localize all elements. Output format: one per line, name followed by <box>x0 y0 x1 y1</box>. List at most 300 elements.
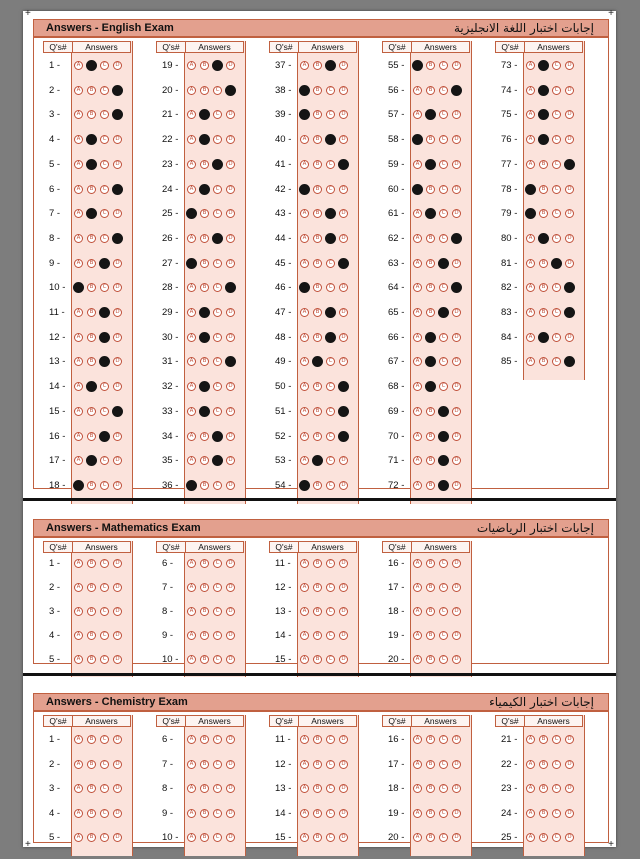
answer-bubble-a[interactable]: A <box>186 208 197 219</box>
answer-bubble-c[interactable]: C <box>326 607 335 616</box>
answer-bubble-b[interactable]: B <box>426 784 435 793</box>
answer-bubble-b[interactable]: B <box>313 135 322 144</box>
answer-bubble-d[interactable]: D <box>226 456 235 465</box>
answer-bubble-b[interactable]: B <box>87 234 96 243</box>
answer-bubble-c[interactable]: C <box>100 583 109 592</box>
answer-bubble-c[interactable]: C <box>100 382 109 391</box>
answer-bubble-d[interactable]: D <box>452 833 461 842</box>
answer-bubble-b[interactable]: B <box>200 760 209 769</box>
answer-bubble-d[interactable]: D <box>226 135 235 144</box>
answer-bubble-b[interactable]: B <box>539 809 548 818</box>
answer-bubble-d[interactable]: D <box>339 185 348 194</box>
answer-bubble-a[interactable]: A <box>187 583 196 592</box>
answer-bubble-d[interactable]: D <box>113 259 122 268</box>
answer-bubble-b[interactable]: B <box>539 833 548 842</box>
answer-bubble-d[interactable]: D <box>452 357 461 366</box>
answer-bubble-b[interactable]: B <box>313 61 322 70</box>
answer-bubble-a[interactable]: A <box>74 809 83 818</box>
answer-bubble-d[interactable]: D <box>226 61 235 70</box>
answer-bubble-a[interactable]: A <box>74 456 83 465</box>
answer-bubble-d[interactable]: D <box>339 833 348 842</box>
answer-bubble-d[interactable]: D <box>339 110 348 119</box>
answer-bubble-c[interactable]: C <box>552 357 561 366</box>
answer-bubble-c[interactable]: C <box>213 655 222 664</box>
answer-bubble-b[interactable]: B <box>200 234 209 243</box>
answer-bubble-b[interactable]: B <box>539 357 548 366</box>
answer-bubble-c[interactable]: C <box>552 234 561 243</box>
answer-bubble-c[interactable]: C <box>100 456 109 465</box>
answer-bubble-d[interactable]: D <box>226 583 235 592</box>
answer-bubble-b[interactable]: B <box>87 357 96 366</box>
answer-bubble-d[interactable]: D <box>113 559 122 568</box>
answer-bubble-d[interactable]: D <box>226 308 235 317</box>
answer-bubble-d[interactable]: D <box>112 109 123 120</box>
answer-bubble-b[interactable]: B <box>426 308 435 317</box>
answer-bubble-a[interactable]: A <box>300 209 309 218</box>
answer-bubble-c[interactable]: C <box>326 583 335 592</box>
answer-bubble-c[interactable]: C <box>213 382 222 391</box>
answer-bubble-c[interactable]: C <box>100 809 109 818</box>
answer-bubble-a[interactable]: A <box>300 631 309 640</box>
answer-bubble-b[interactable]: B <box>200 607 209 616</box>
answer-bubble-c[interactable]: C <box>100 760 109 769</box>
answer-bubble-d[interactable]: D <box>451 85 462 96</box>
answer-bubble-b[interactable]: B <box>87 308 96 317</box>
answer-bubble-a[interactable]: A <box>187 607 196 616</box>
answer-bubble-b[interactable]: B <box>426 135 435 144</box>
answer-bubble-a[interactable]: A <box>412 184 423 195</box>
answer-bubble-c[interactable]: C <box>100 833 109 842</box>
answer-bubble-d[interactable]: D <box>226 655 235 664</box>
answer-bubble-b[interactable]: B <box>87 583 96 592</box>
answer-bubble-a[interactable]: A <box>187 234 196 243</box>
answer-bubble-c[interactable]: C <box>326 735 335 744</box>
answer-bubble-c[interactable]: C <box>439 357 448 366</box>
answer-bubble-d[interactable]: D <box>565 135 574 144</box>
answer-bubble-c[interactable]: C <box>438 307 449 318</box>
answer-bubble-b[interactable]: B <box>425 159 436 170</box>
answer-bubble-a[interactable]: A <box>300 135 309 144</box>
answer-bubble-c[interactable]: C <box>100 407 109 416</box>
answer-bubble-c[interactable]: C <box>213 631 222 640</box>
answer-bubble-b[interactable]: B <box>313 185 322 194</box>
answer-bubble-a[interactable]: A <box>526 333 535 342</box>
answer-bubble-d[interactable]: D <box>565 61 574 70</box>
answer-bubble-d[interactable]: D <box>339 357 348 366</box>
answer-bubble-d[interactable]: D <box>452 432 461 441</box>
answer-bubble-b[interactable]: B <box>200 357 209 366</box>
answer-bubble-d[interactable]: D <box>452 407 461 416</box>
answer-bubble-c[interactable]: C <box>100 61 109 70</box>
answer-bubble-c[interactable]: C <box>552 760 561 769</box>
answer-bubble-b[interactable]: B <box>200 631 209 640</box>
answer-bubble-a[interactable]: A <box>526 760 535 769</box>
answer-bubble-d[interactable]: D <box>338 381 349 392</box>
answer-bubble-d[interactable]: D <box>452 209 461 218</box>
answer-bubble-d[interactable]: D <box>339 135 348 144</box>
answer-bubble-c[interactable]: C <box>100 234 109 243</box>
answer-bubble-a[interactable]: A <box>74 760 83 769</box>
answer-bubble-d[interactable]: D <box>452 760 461 769</box>
answer-bubble-d[interactable]: D <box>452 333 461 342</box>
answer-bubble-d[interactable]: D <box>452 110 461 119</box>
answer-bubble-d[interactable]: D <box>226 559 235 568</box>
answer-bubble-d[interactable]: D <box>338 159 349 170</box>
answer-bubble-d[interactable]: D <box>452 809 461 818</box>
answer-bubble-d[interactable]: D <box>225 85 236 96</box>
answer-bubble-c[interactable]: C <box>212 455 223 466</box>
answer-bubble-d[interactable]: D <box>226 160 235 169</box>
answer-bubble-b[interactable]: B <box>87 110 96 119</box>
answer-bubble-c[interactable]: C <box>326 833 335 842</box>
answer-bubble-c[interactable]: C <box>326 559 335 568</box>
answer-bubble-d[interactable]: D <box>226 209 235 218</box>
answer-bubble-d[interactable]: D <box>452 481 461 490</box>
answer-bubble-a[interactable]: A <box>413 234 422 243</box>
answer-bubble-c[interactable]: C <box>439 160 448 169</box>
answer-bubble-a[interactable]: A <box>187 61 196 70</box>
answer-bubble-a[interactable]: A <box>300 655 309 664</box>
answer-bubble-b[interactable]: B <box>426 655 435 664</box>
answer-bubble-d[interactable]: D <box>225 356 236 367</box>
answer-bubble-c[interactable]: C <box>438 480 449 491</box>
answer-bubble-d[interactable]: D <box>564 159 575 170</box>
answer-bubble-c[interactable]: C <box>552 833 561 842</box>
answer-bubble-c[interactable]: C <box>326 185 335 194</box>
answer-bubble-c[interactable]: C <box>100 655 109 664</box>
answer-bubble-d[interactable]: D <box>226 407 235 416</box>
answer-bubble-c[interactable]: C <box>326 283 335 292</box>
answer-bubble-d[interactable]: D <box>339 583 348 592</box>
answer-bubble-d[interactable]: D <box>113 308 122 317</box>
answer-bubble-d[interactable]: D <box>452 631 461 640</box>
answer-bubble-b[interactable]: B <box>426 283 435 292</box>
answer-bubble-c[interactable]: C <box>100 110 109 119</box>
answer-bubble-c[interactable]: C <box>325 332 336 343</box>
answer-bubble-c[interactable]: C <box>325 208 336 219</box>
answer-bubble-c[interactable]: C <box>439 382 448 391</box>
answer-bubble-b[interactable]: B <box>426 607 435 616</box>
answer-bubble-a[interactable]: A <box>526 259 535 268</box>
answer-bubble-c[interactable]: C <box>551 258 562 269</box>
answer-bubble-b[interactable]: B <box>538 109 549 120</box>
answer-bubble-a[interactable]: A <box>74 234 83 243</box>
answer-bubble-a[interactable]: A <box>526 357 535 366</box>
answer-bubble-a[interactable]: A <box>187 631 196 640</box>
answer-bubble-c[interactable]: C <box>552 160 561 169</box>
answer-bubble-a[interactable]: A <box>413 110 422 119</box>
answer-bubble-a[interactable]: A <box>74 185 83 194</box>
answer-bubble-b[interactable]: B <box>200 283 209 292</box>
answer-bubble-b[interactable]: B <box>87 735 96 744</box>
answer-bubble-a[interactable]: A <box>74 86 83 95</box>
answer-bubble-b[interactable]: B <box>200 61 209 70</box>
answer-bubble-a[interactable]: A <box>300 333 309 342</box>
answer-bubble-a[interactable]: A <box>74 432 83 441</box>
answer-bubble-d[interactable]: D <box>565 234 574 243</box>
answer-bubble-a[interactable]: A <box>413 160 422 169</box>
answer-bubble-d[interactable]: D <box>113 481 122 490</box>
answer-bubble-d[interactable]: D <box>564 307 575 318</box>
answer-bubble-d[interactable]: D <box>451 233 462 244</box>
answer-bubble-d[interactable]: D <box>452 135 461 144</box>
answer-bubble-d[interactable]: D <box>452 61 461 70</box>
answer-bubble-a[interactable]: A <box>187 407 196 416</box>
answer-bubble-a[interactable]: A <box>413 631 422 640</box>
answer-bubble-a[interactable]: A <box>299 85 310 96</box>
answer-bubble-b[interactable]: B <box>539 209 548 218</box>
answer-bubble-b[interactable]: B <box>539 735 548 744</box>
answer-bubble-b[interactable]: B <box>538 60 549 71</box>
answer-bubble-b[interactable]: B <box>87 760 96 769</box>
answer-bubble-c[interactable]: C <box>552 185 561 194</box>
answer-bubble-d[interactable]: D <box>112 406 123 417</box>
answer-bubble-d[interactable]: D <box>113 283 122 292</box>
answer-bubble-a[interactable]: A <box>186 258 197 269</box>
answer-bubble-c[interactable]: C <box>552 283 561 292</box>
answer-bubble-a[interactable]: A <box>526 135 535 144</box>
answer-bubble-a[interactable]: A <box>187 110 196 119</box>
answer-bubble-a[interactable]: A <box>187 784 196 793</box>
answer-bubble-b[interactable]: B <box>199 381 210 392</box>
answer-bubble-d[interactable]: D <box>113 456 122 465</box>
answer-bubble-c[interactable]: C <box>439 784 448 793</box>
answer-bubble-a[interactable]: A <box>74 655 83 664</box>
answer-bubble-a[interactable]: A <box>413 86 422 95</box>
answer-bubble-b[interactable]: B <box>426 61 435 70</box>
answer-bubble-c[interactable]: C <box>100 631 109 640</box>
answer-bubble-b[interactable]: B <box>426 559 435 568</box>
answer-bubble-a[interactable]: A <box>300 61 309 70</box>
answer-bubble-b[interactable]: B <box>200 259 209 268</box>
answer-bubble-c[interactable]: C <box>99 258 110 269</box>
answer-bubble-b[interactable]: B <box>313 283 322 292</box>
answer-bubble-d[interactable]: D <box>226 481 235 490</box>
answer-bubble-c[interactable]: C <box>213 583 222 592</box>
answer-bubble-a[interactable]: A <box>74 357 83 366</box>
answer-bubble-b[interactable]: B <box>313 809 322 818</box>
answer-bubble-b[interactable]: B <box>426 735 435 744</box>
answer-bubble-b[interactable]: B <box>200 481 209 490</box>
answer-bubble-b[interactable]: B <box>200 160 209 169</box>
answer-bubble-c[interactable]: C <box>326 481 335 490</box>
answer-bubble-d[interactable]: D <box>339 456 348 465</box>
answer-bubble-a[interactable]: A <box>74 61 83 70</box>
answer-bubble-c[interactable]: C <box>213 209 222 218</box>
answer-bubble-a[interactable]: A <box>526 160 535 169</box>
answer-bubble-a[interactable]: A <box>300 833 309 842</box>
answer-bubble-c[interactable]: C <box>213 135 222 144</box>
answer-bubble-b[interactable]: B <box>313 631 322 640</box>
answer-bubble-b[interactable]: B <box>313 607 322 616</box>
answer-bubble-d[interactable]: D <box>339 234 348 243</box>
answer-bubble-d[interactable]: D <box>565 784 574 793</box>
answer-bubble-d[interactable]: D <box>339 631 348 640</box>
answer-bubble-b[interactable]: B <box>200 833 209 842</box>
answer-bubble-b[interactable]: B <box>87 259 96 268</box>
answer-bubble-a[interactable]: A <box>74 559 83 568</box>
answer-bubble-a[interactable]: A <box>300 456 309 465</box>
answer-bubble-c[interactable]: C <box>213 481 222 490</box>
answer-bubble-c[interactable]: C <box>439 735 448 744</box>
answer-bubble-b[interactable]: B <box>87 607 96 616</box>
answer-bubble-b[interactable]: B <box>313 209 322 218</box>
answer-bubble-a[interactable]: A <box>187 809 196 818</box>
answer-bubble-c[interactable]: C <box>439 209 448 218</box>
answer-bubble-c[interactable]: C <box>99 307 110 318</box>
answer-bubble-d[interactable]: D <box>339 809 348 818</box>
answer-bubble-a[interactable]: A <box>413 481 422 490</box>
answer-bubble-b[interactable]: B <box>539 784 548 793</box>
answer-bubble-d[interactable]: D <box>565 833 574 842</box>
answer-bubble-c[interactable]: C <box>552 61 561 70</box>
answer-bubble-d[interactable]: D <box>452 456 461 465</box>
answer-bubble-c[interactable]: C <box>439 559 448 568</box>
answer-bubble-a[interactable]: A <box>187 735 196 744</box>
answer-bubble-a[interactable]: A <box>412 134 423 145</box>
answer-bubble-c[interactable]: C <box>213 308 222 317</box>
answer-bubble-c[interactable]: C <box>552 209 561 218</box>
answer-bubble-b[interactable]: B <box>313 110 322 119</box>
answer-bubble-c[interactable]: C <box>100 135 109 144</box>
answer-bubble-a[interactable]: A <box>413 559 422 568</box>
answer-bubble-b[interactable]: B <box>200 456 209 465</box>
answer-bubble-a[interactable]: A <box>73 282 84 293</box>
answer-bubble-c[interactable]: C <box>552 135 561 144</box>
answer-bubble-d[interactable]: D <box>226 382 235 391</box>
answer-bubble-d[interactable]: D <box>113 607 122 616</box>
answer-bubble-d[interactable]: D <box>338 258 349 269</box>
answer-bubble-a[interactable]: A <box>413 308 422 317</box>
answer-bubble-b[interactable]: B <box>87 283 96 292</box>
answer-bubble-a[interactable]: A <box>300 259 309 268</box>
answer-bubble-b[interactable]: B <box>313 259 322 268</box>
answer-bubble-a[interactable]: A <box>300 784 309 793</box>
answer-bubble-d[interactable]: D <box>113 160 122 169</box>
answer-bubble-b[interactable]: B <box>313 655 322 664</box>
answer-bubble-a[interactable]: A <box>74 110 83 119</box>
answer-bubble-c[interactable]: C <box>100 283 109 292</box>
answer-bubble-a[interactable]: A <box>74 631 83 640</box>
answer-bubble-a[interactable]: A <box>187 655 196 664</box>
answer-bubble-d[interactable]: D <box>226 607 235 616</box>
answer-bubble-b[interactable]: B <box>538 233 549 244</box>
answer-bubble-b[interactable]: B <box>200 655 209 664</box>
answer-bubble-c[interactable]: C <box>326 259 335 268</box>
answer-bubble-d[interactable]: D <box>565 760 574 769</box>
answer-bubble-c[interactable]: C <box>439 760 448 769</box>
answer-bubble-c[interactable]: C <box>213 559 222 568</box>
answer-bubble-c[interactable]: C <box>439 110 448 119</box>
answer-bubble-d[interactable]: D <box>565 209 574 218</box>
answer-bubble-b[interactable]: B <box>87 185 96 194</box>
answer-bubble-d[interactable]: D <box>339 86 348 95</box>
answer-bubble-c[interactable]: C <box>438 258 449 269</box>
answer-bubble-a[interactable]: A <box>525 208 536 219</box>
answer-bubble-c[interactable]: C <box>326 760 335 769</box>
answer-bubble-d[interactable]: D <box>339 655 348 664</box>
answer-bubble-a[interactable]: A <box>526 283 535 292</box>
answer-bubble-b[interactable]: B <box>426 432 435 441</box>
answer-bubble-a[interactable]: A <box>300 809 309 818</box>
answer-bubble-a[interactable]: A <box>186 480 197 491</box>
answer-bubble-c[interactable]: C <box>325 134 336 145</box>
answer-bubble-d[interactable]: D <box>452 655 461 664</box>
answer-bubble-d[interactable]: D <box>452 160 461 169</box>
answer-bubble-c[interactable]: C <box>552 784 561 793</box>
answer-bubble-d[interactable]: D <box>452 607 461 616</box>
answer-bubble-b[interactable]: B <box>426 86 435 95</box>
answer-bubble-a[interactable]: A <box>74 784 83 793</box>
answer-bubble-c[interactable]: C <box>439 809 448 818</box>
answer-bubble-b[interactable]: B <box>87 333 96 342</box>
answer-bubble-b[interactable]: B <box>426 234 435 243</box>
answer-bubble-b[interactable]: B <box>313 481 322 490</box>
answer-bubble-a[interactable]: A <box>187 559 196 568</box>
answer-bubble-d[interactable]: D <box>565 809 574 818</box>
answer-bubble-a[interactable]: A <box>413 407 422 416</box>
answer-bubble-a[interactable]: A <box>413 655 422 664</box>
answer-bubble-c[interactable]: C <box>326 631 335 640</box>
answer-bubble-b[interactable]: B <box>425 356 436 367</box>
answer-bubble-b[interactable]: B <box>539 308 548 317</box>
answer-bubble-d[interactable]: D <box>338 406 349 417</box>
answer-bubble-a[interactable]: A <box>74 583 83 592</box>
answer-bubble-d[interactable]: D <box>565 735 574 744</box>
answer-bubble-b[interactable]: B <box>539 185 548 194</box>
answer-bubble-b[interactable]: B <box>87 432 96 441</box>
answer-bubble-d[interactable]: D <box>451 282 462 293</box>
answer-bubble-d[interactable]: D <box>113 61 122 70</box>
answer-bubble-b[interactable]: B <box>539 283 548 292</box>
answer-bubble-a[interactable]: A <box>526 110 535 119</box>
answer-bubble-c[interactable]: C <box>213 357 222 366</box>
answer-bubble-c[interactable]: C <box>326 160 335 169</box>
answer-bubble-b[interactable]: B <box>86 60 97 71</box>
answer-bubble-a[interactable]: A <box>187 432 196 441</box>
answer-bubble-a[interactable]: A <box>300 308 309 317</box>
answer-bubble-b[interactable]: B <box>426 583 435 592</box>
answer-bubble-d[interactable]: D <box>113 382 122 391</box>
answer-bubble-a[interactable]: A <box>73 480 84 491</box>
answer-bubble-b[interactable]: B <box>313 407 322 416</box>
answer-bubble-d[interactable]: D <box>226 760 235 769</box>
answer-bubble-b[interactable]: B <box>200 559 209 568</box>
answer-bubble-a[interactable]: A <box>413 735 422 744</box>
answer-bubble-b[interactable]: B <box>199 184 210 195</box>
answer-bubble-a[interactable]: A <box>74 407 83 416</box>
answer-bubble-c[interactable]: C <box>212 233 223 244</box>
answer-bubble-c[interactable]: C <box>213 110 222 119</box>
answer-bubble-d[interactable]: D <box>339 61 348 70</box>
answer-bubble-a[interactable]: A <box>413 809 422 818</box>
answer-bubble-c[interactable]: C <box>100 160 109 169</box>
answer-bubble-b[interactable]: B <box>199 406 210 417</box>
answer-bubble-b[interactable]: B <box>426 407 435 416</box>
answer-bubble-a[interactable]: A <box>74 735 83 744</box>
answer-bubble-b[interactable]: B <box>426 456 435 465</box>
answer-bubble-d[interactable]: D <box>339 607 348 616</box>
answer-bubble-d[interactable]: D <box>339 760 348 769</box>
answer-bubble-d[interactable]: D <box>565 333 574 342</box>
answer-bubble-c[interactable]: C <box>100 86 109 95</box>
answer-bubble-d[interactable]: D <box>226 185 235 194</box>
answer-bubble-c[interactable]: C <box>439 833 448 842</box>
answer-bubble-c[interactable]: C <box>552 110 561 119</box>
answer-bubble-a[interactable]: A <box>413 209 422 218</box>
answer-bubble-c[interactable]: C <box>100 185 109 194</box>
answer-bubble-d[interactable]: D <box>112 85 123 96</box>
